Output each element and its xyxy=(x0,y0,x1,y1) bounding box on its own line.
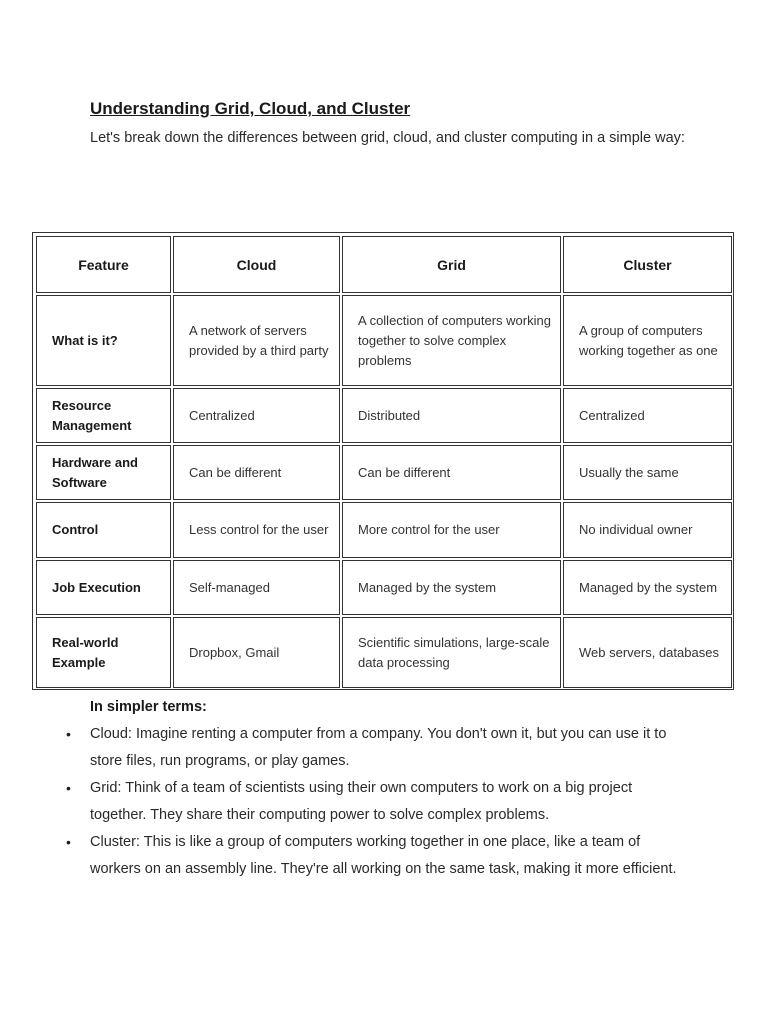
simpler-terms-heading: In simpler terms: xyxy=(90,699,207,715)
cloud-cell: Less control for the user xyxy=(173,502,340,558)
table-row xyxy=(36,295,732,386)
grid-cell: Managed by the system xyxy=(342,560,561,615)
list-item xyxy=(0,829,690,883)
row-feature-cell: Real-world Example xyxy=(36,617,171,688)
cloud-cell: Centralized xyxy=(173,388,340,443)
comparison-table xyxy=(34,234,734,690)
comparison-table-frame xyxy=(32,232,734,690)
bullet-icon: • xyxy=(66,780,71,796)
simpler-terms-list xyxy=(0,721,768,883)
row-feature-cell: Resource Management xyxy=(36,388,171,443)
table-header-row xyxy=(36,236,732,293)
cluster-cell: Usually the same xyxy=(563,445,732,500)
table-row xyxy=(36,445,732,500)
cloud-cell: Dropbox, Gmail xyxy=(173,617,340,688)
table-row xyxy=(36,502,732,558)
header-grid: Grid xyxy=(342,236,561,293)
grid-cell: Distributed xyxy=(342,388,561,443)
cluster-cell: Managed by the system xyxy=(563,560,732,615)
list-item-text: Grid: Think of a team of scientists using their own computers to work on a big project together. They share their computing power to solve complex problems. xyxy=(90,780,633,823)
cluster-cell: Web servers, databases xyxy=(563,617,732,688)
cloud-cell: Can be different xyxy=(173,445,340,500)
list-item xyxy=(0,775,690,829)
grid-cell: A collection of computers working together to solve complex problems xyxy=(342,295,561,386)
table-row xyxy=(36,388,732,443)
grid-cell: Can be different xyxy=(342,445,561,500)
bullet-icon: • xyxy=(66,834,71,850)
cloud-cell: Self-managed xyxy=(173,560,340,615)
header-cloud: Cloud xyxy=(173,236,340,293)
row-feature-cell: Job Execution xyxy=(36,560,171,615)
document-title: Understanding Grid, Cloud, and Cluster xyxy=(90,99,411,118)
table-row xyxy=(36,560,732,615)
row-feature-cell: What is it? xyxy=(36,295,171,386)
list-item xyxy=(0,721,690,775)
grid-cell: More control for the user xyxy=(342,502,561,558)
cloud-cell: A network of servers provided by a third party xyxy=(173,295,340,386)
grid-cell: Scientific simulations, large-scale data processing xyxy=(342,617,561,688)
header-cluster: Cluster xyxy=(563,236,732,293)
row-feature-cell: Control xyxy=(36,502,171,558)
cluster-cell: Centralized xyxy=(563,388,732,443)
cluster-cell: A group of computers working together as one xyxy=(563,295,732,386)
list-item-text: Cluster: This is like a group of computers working together in one place, like a team of workers on an assembly line. They're all working on the same task, making it more efficient. xyxy=(90,834,677,877)
row-feature-cell: Hardware and Software xyxy=(36,445,171,500)
cluster-cell: No individual owner xyxy=(563,502,732,558)
header-feature: Feature xyxy=(36,236,171,293)
bullet-icon: • xyxy=(66,726,71,742)
table-row xyxy=(36,617,732,688)
list-item-text: Cloud: Imagine renting a computer from a company. You don't own it, but you can use it to store files, run programs, or play games. xyxy=(90,726,667,769)
intro-paragraph: Let's break down the differences between grid, cloud, and cluster computing in a simple way: xyxy=(90,130,685,146)
